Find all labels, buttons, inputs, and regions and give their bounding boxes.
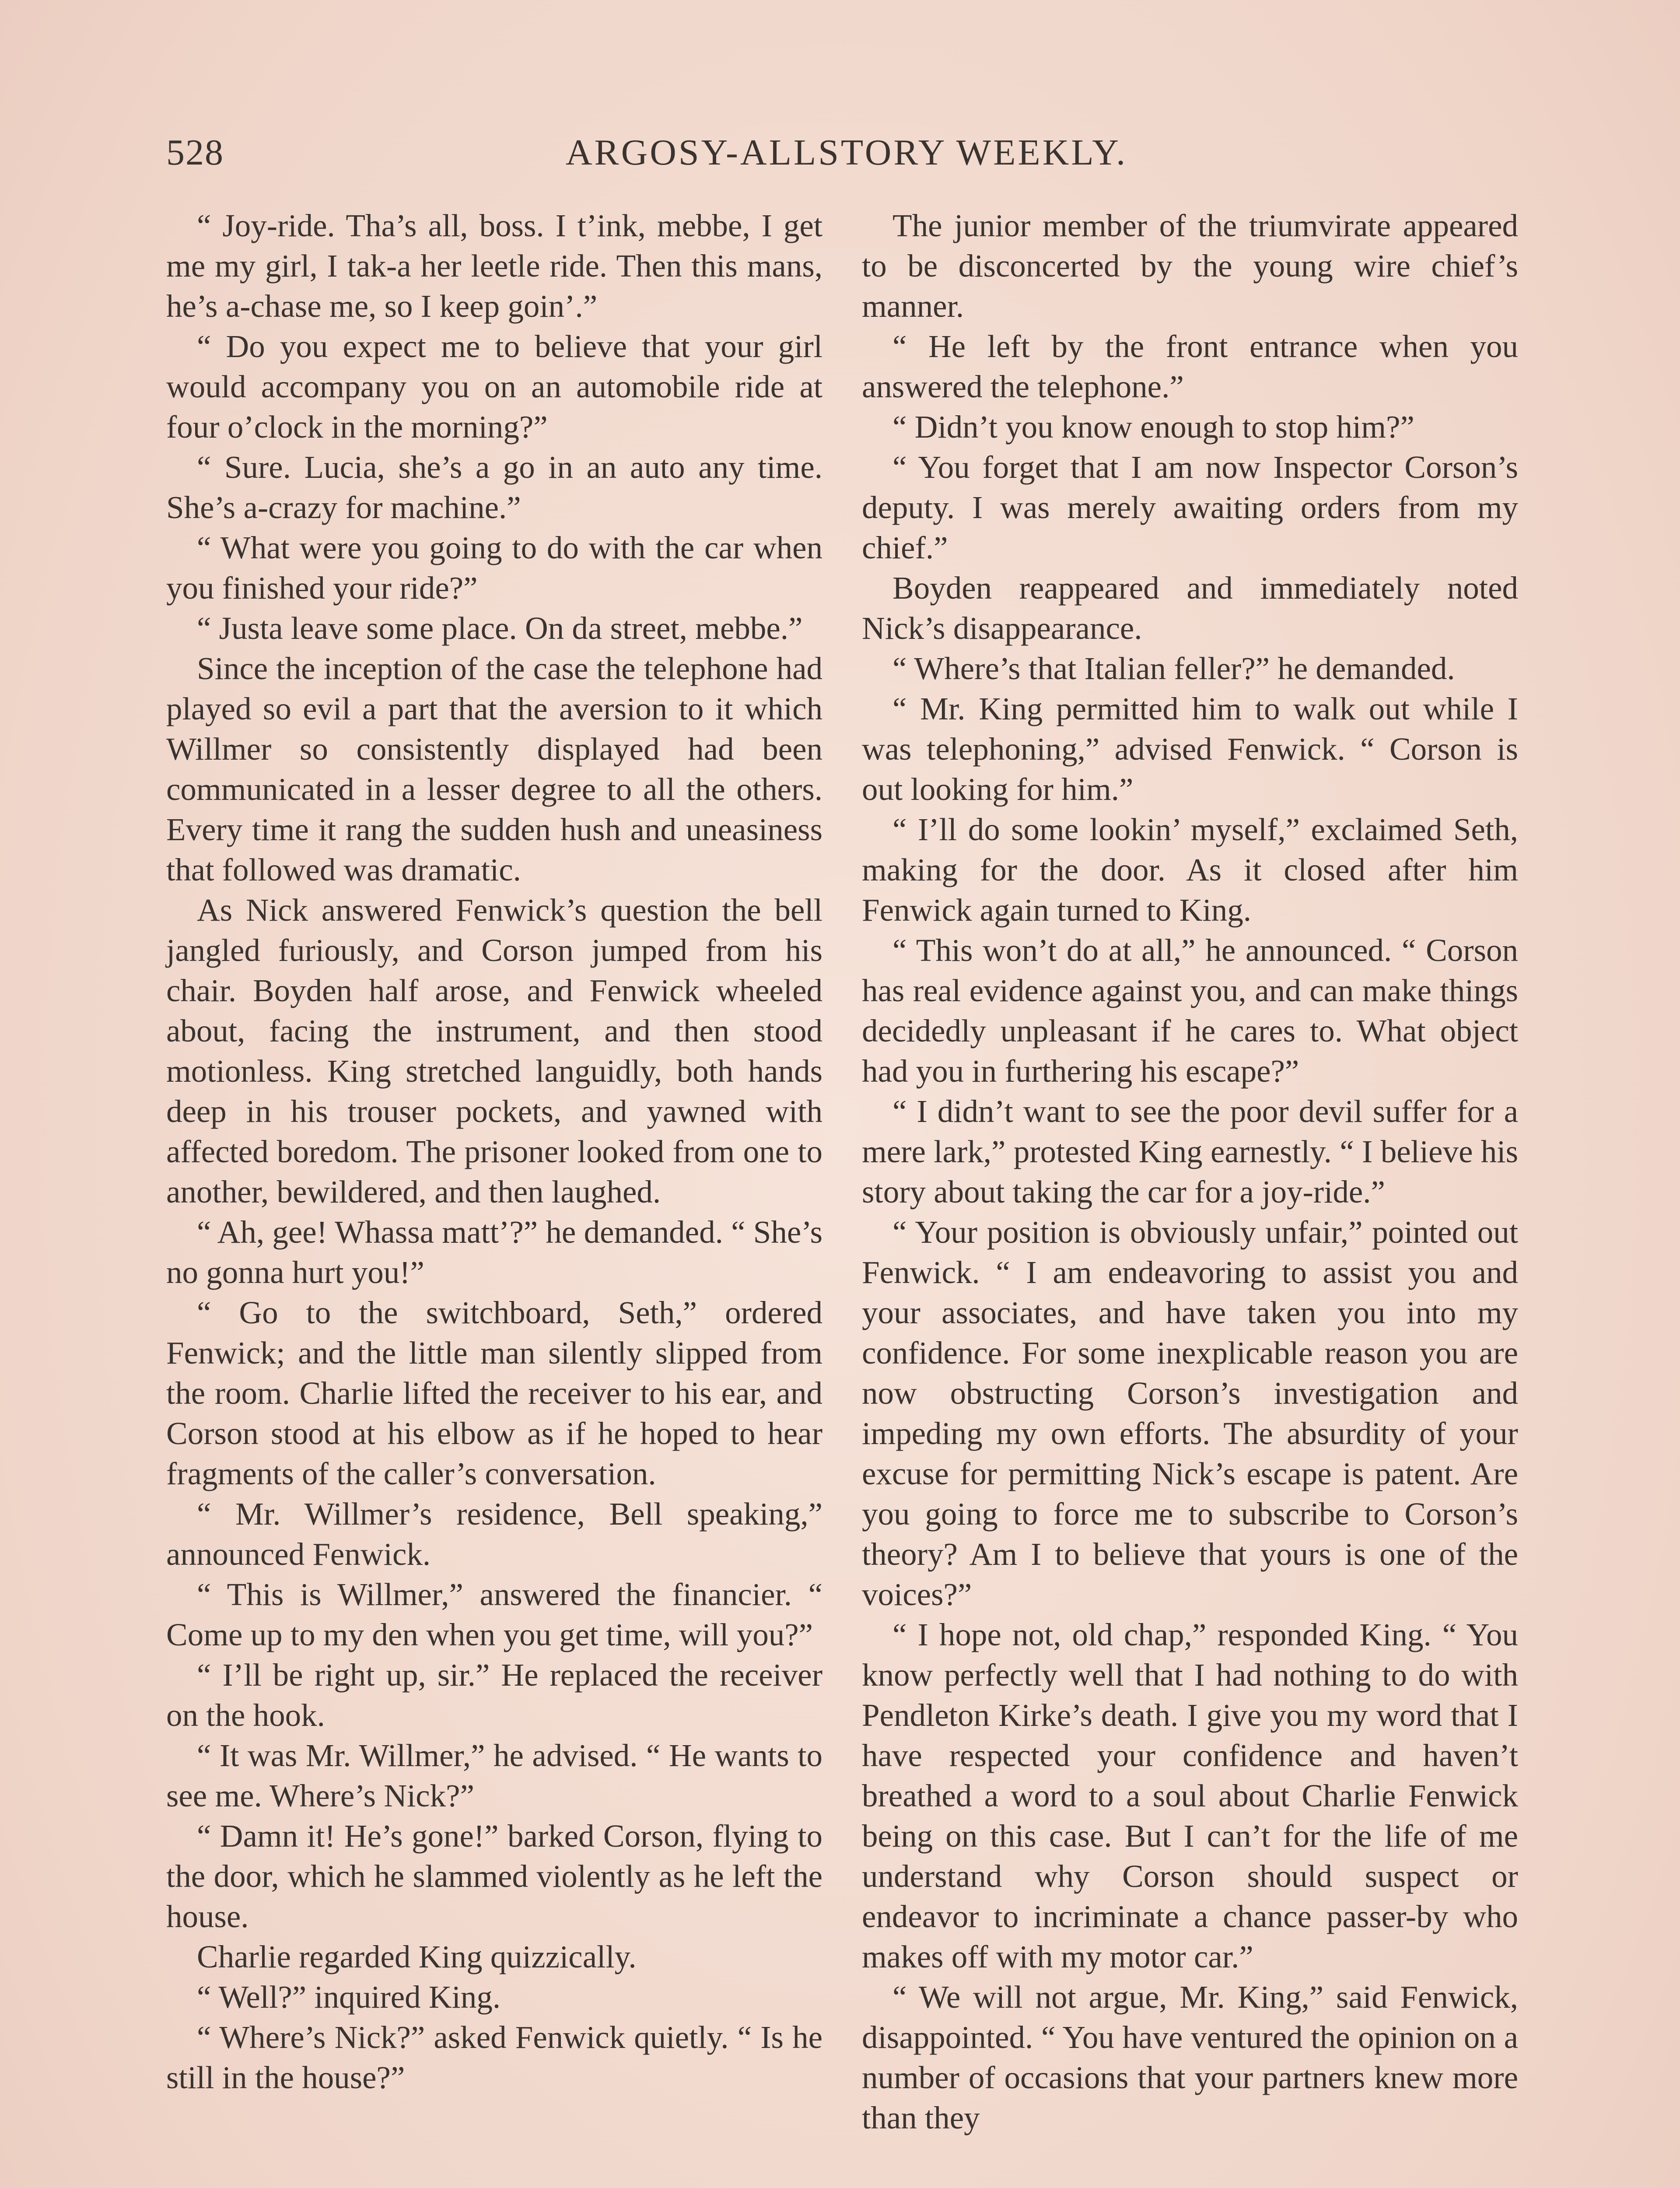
paragraph: “ I’ll do some lookin’ myself,” exclaimed Seth, making for the door. As it closed after him Fenwick again turned to King. [862, 812, 1518, 928]
paragraph: “ Damn it! He’s gone!” barked Corson, flying to the door, which he slammed violently as he left the house. [166, 1818, 822, 1934]
page-header [166, 131, 1527, 184]
paragraph: “ Where’s that Italian feller?” he demanded. [892, 651, 1455, 686]
paragraph: “ Your position is obviously unfair,” pointed out Fenwick. “ I am endeavoring to assist you and your associates, and have taken you into my confidence. For some inexplicable reason you are now obstructing Corson’s investigation and impeding my own efforts. The absurdity of your excuse for permitting Nick’s escape is patent. Are you going to force me to subscribe to Corson’s theory? Am I to believe that yours is one of the voices?” [862, 1214, 1518, 1612]
paragraph: “ I didn’t want to see the poor devil suffer for a mere lark,” protested King earnestly. “ I believe his story about taking the car for a joy-ride.” [862, 1094, 1518, 1210]
paragraph: “ Justa leave some place. On da street, mebbe.” [197, 610, 803, 646]
paragraph: “ What were you going to do with the car when you finished your ride?” [166, 530, 822, 606]
paragraph: Charlie regarded King quizzically. [197, 1939, 637, 1974]
paragraph: “ Sure. Lucia, she’s a go in an auto any time. She’s a-crazy for machine.” [166, 449, 822, 525]
paragraph: “ Mr. Willmer’s residence, Bell speaking,” announced Fenwick. [166, 1496, 822, 1572]
paragraph: “ Go to the switchboard, Seth,” ordered Fenwick; and the little man silently slipped from the room. Charlie lifted the receiver to his ear, and Corson stood at his elbow as if he hoped to hear fragments of the caller’s conversation. [166, 1295, 822, 1491]
paragraph: “ Do you expect me to believe that your girl would accompany you on an automobile ride at four o’clock in the morning?” [166, 329, 822, 445]
paragraph: Boyden reappeared and immediately noted Nick’s disappearance. [862, 570, 1518, 646]
paragraph: As Nick answered Fenwick’s question the bell jangled furiously, and Corson jumped from his chair. Boyden half arose, and Fenwick wheeled about, facing the instrument, and then stood motionless. King stretched languidly, both hands deep in his trouser pockets, and yawned with affected boredom. The prisoner looked from one to another, bewildered, and then laughed. [166, 892, 822, 1210]
paragraph: “ Well?” inquired King. [197, 1979, 501, 2015]
paragraph: “ Where’s Nick?” asked Fenwick quietly. “ Is he still in the house?” [166, 2020, 822, 2095]
paragraph: “ Joy-ride. Tha’s all, boss. I t’ink, mebbe, I get me my girl, I tak-a her leetle ride. Then this mans, he’s a-chase me, so I keep goin’.” [166, 208, 822, 324]
paragraph: “ Didn’t you know enough to stop him?” [892, 409, 1414, 445]
paragraph: “ Ah, gee! Whassa matt’?” he demanded. “ She’s no gonna hurt you!” [166, 1214, 822, 1290]
paragraph: “ He left by the front entrance when you answered the telephone.” [862, 329, 1518, 404]
left-column [166, 206, 822, 2098]
paragraph: The junior member of the triumvirate appeared to be disconcerted by the young wire chief’s manner. [862, 208, 1518, 324]
paragraph: “ I’ll be right up, sir.” He replaced the receiver on the hook. [166, 1657, 822, 1733]
paragraph: “ Mr. King permitted him to walk out while I was telephoning,” advised Fenwick. “ Corson is out looking for him.” [862, 691, 1518, 807]
paragraph: “ It was Mr. Willmer,” he advised. “ He wants to see me. Where’s Nick?” [166, 1738, 822, 1813]
page-number: 528 [166, 132, 224, 173]
right-column [862, 206, 1518, 2138]
paragraph: “ You forget that I am now Inspector Corson’s deputy. I was merely awaiting orders from my chief.” [862, 449, 1518, 565]
paragraph: Since the inception of the case the telephone had played so evil a part that the aversion to it which Willmer so consistently displayed had been communicated in a lesser degree to all the others. Every time it rang the sudden hush and uneasiness that followed was dramatic. [166, 651, 822, 887]
paragraph: “ This won’t do at all,” he announced. “ Corson has real evidence against you, and can make things decidedly unpleasant if he cares to. What object had you in furthering his escape?” [862, 933, 1518, 1089]
paragraph: “ This is Willmer,” answered the financier. “ Come up to my den when you get time, will you?” [166, 1577, 822, 1652]
paragraph: “ We will not argue, Mr. King,” said Fenwick, disappointed. “ You have ventured the opinion on a number of occasions that your partners knew more than they [862, 1979, 1518, 2135]
running-title: ARGOSY-ALLSTORY WEEKLY. [565, 132, 1128, 173]
paragraph: “ I hope not, old chap,” responded King. “ You know perfectly well that I had nothing to do with Pendleton Kirke’s death. I give you my word that I have respected your confidence and haven’t breathed a word to a soul about Charlie Fenwick being on this case. But I can’t for the life of me understand why Corson should suspect or endeavor to incriminate a chance passer-by who makes off with my motor car.” [862, 1617, 1518, 1974]
